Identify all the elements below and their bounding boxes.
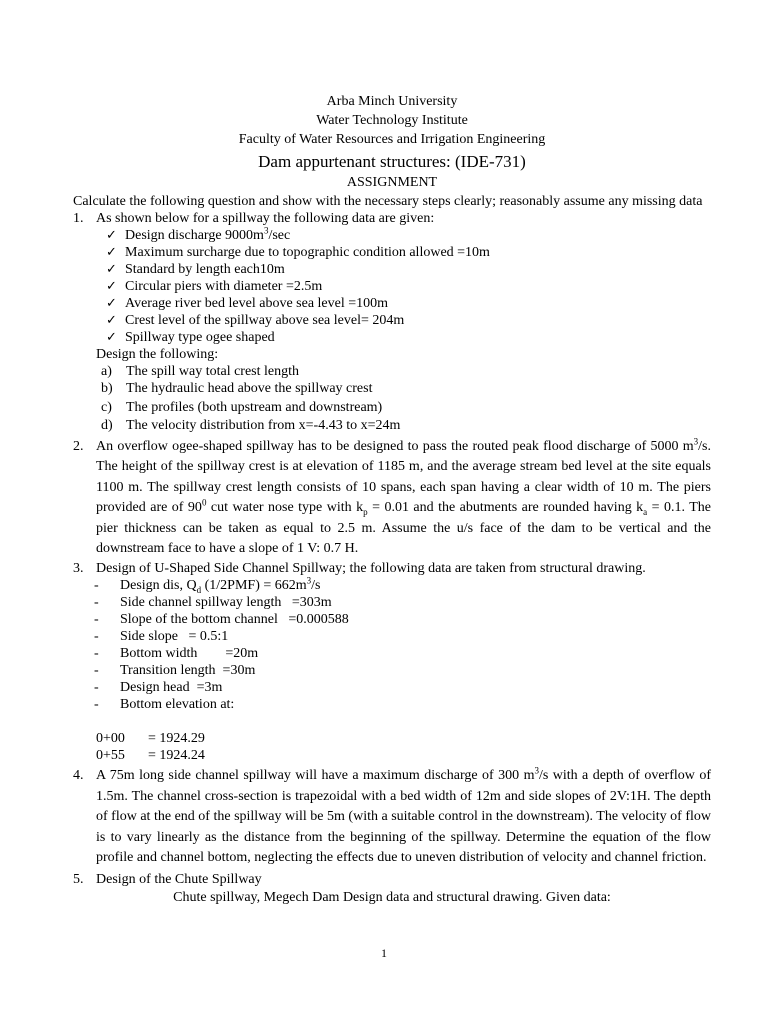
data-item: - Side channel spillway length =303m bbox=[94, 595, 332, 611]
instructions: Calculate the following question and show with the necessary steps clearly; reasonably assume any missing data bbox=[73, 194, 703, 209]
elevation-row: 0+55 = 1924.24 bbox=[96, 748, 205, 764]
check-mark-icon: ✓ bbox=[106, 330, 117, 345]
question-number: 3. bbox=[73, 561, 84, 577]
university-name: Arba Minch University bbox=[326, 94, 458, 109]
given-item: ✓ Maximum surcharge due to topographic condition allowed =10m bbox=[106, 245, 490, 260]
check-mark-icon: ✓ bbox=[106, 228, 117, 243]
dash-bullet: - bbox=[94, 663, 99, 679]
data-item: - Bottom elevation at: bbox=[94, 697, 235, 713]
task-item: d) The velocity distribution from x=-4.43 to x=24m bbox=[101, 418, 401, 433]
data-item: - Bottom width =20m bbox=[94, 646, 259, 662]
question-number: 2. bbox=[73, 438, 84, 454]
check-mark-icon: ✓ bbox=[106, 296, 117, 311]
question-1 bbox=[73, 210, 711, 227]
given-item: ✓ Circular piers with diameter =2.5m bbox=[106, 279, 323, 294]
elevation-row: 0+00 = 1924.29 bbox=[96, 731, 205, 747]
check-mark-icon: ✓ bbox=[106, 279, 117, 294]
question-5 bbox=[73, 871, 711, 889]
given-item: ✓ Average river bed level above sea level =100m bbox=[106, 296, 389, 311]
given-data-list bbox=[73, 227, 711, 346]
question-text: As shown below for a spillway the following data are given: bbox=[96, 211, 435, 226]
design-label: Design the following: bbox=[96, 347, 219, 362]
data-item: - Design head =3m bbox=[94, 680, 223, 696]
data-item: - Side slope = 0.5:1 bbox=[94, 629, 229, 645]
spacer bbox=[73, 713, 711, 730]
data-item: - Slope of the bottom channel =0.000588 bbox=[94, 612, 349, 628]
assignment-title: ASSIGNMENT bbox=[346, 175, 438, 190]
question-text: Design of the Chute Spillway bbox=[96, 872, 262, 888]
task-item: b) The hydraulic head above the spillway crest bbox=[101, 381, 373, 396]
question-number: 4. bbox=[73, 768, 84, 784]
question-number: 5. bbox=[73, 872, 84, 888]
dash-bullet: - bbox=[94, 595, 99, 611]
question-4: 4. A 75m long side channel spillway will have a maximum discharge of 300 $m^3/s$ with a depth of overflow of 1.5m. The channel cross-section is trapezoidal with a bed width of 12m and side slopes of 2V:1H. The depth of flow at the end of the spillway will be 5m (with a suitable control in the downstream). The velocity of flow is to vary linearly as the distance from the beginning of the spillway. Determine the equation of the flow profile and channel bottom, neglecting the effects due to uneven distribution of velocity and channel friction. bbox=[73, 765, 711, 866]
task-item: c) The profiles (both upstream and downstream) bbox=[101, 399, 383, 415]
question-number: 1. bbox=[73, 211, 84, 226]
institute-name: Water Technology Institute bbox=[316, 113, 468, 128]
given-item: ✓ Standard by length each10m bbox=[106, 262, 285, 277]
document-page bbox=[73, 92, 711, 907]
dash-bullet: - bbox=[94, 578, 99, 594]
given-item: ✓ Design discharge $9000m^3/\sec$ bbox=[106, 225, 291, 243]
data-item: - Transition length =30m bbox=[94, 663, 256, 679]
dash-bullet: - bbox=[94, 697, 99, 713]
task-item: a) The spill way total crest length bbox=[101, 364, 300, 379]
data-item: - Design dis, $Q_d$ $(1/2PMF) = 662m^3/s$ bbox=[94, 575, 321, 595]
question-2: 2. An overflow ogee-shaped spillway has to be designed to pass the routed peak flood discharge of 5000 $m^3/s$. The height of the spillway crest is at elevation of 1185 m, and the average stream bed level at the site equals 1100 m. The spillway crest length consists of 10 spans, each span having a clear width of 10 m. The piers provided are of $90^0$ cut water nose type with $k_p = 0.01$ and the abutments are rounded having $k_a = 0.1$. The pier thickness can be taken as equal to 2.5 m. Assume the u/s face of the dam to be vertical and the downstream face to have a slope of 1 V: 0.7 H. bbox=[73, 435, 711, 557]
question-3 bbox=[73, 560, 711, 577]
dash-bullet: - bbox=[94, 629, 99, 645]
faculty-name: Faculty of Water Resources and Irrigation Engineering bbox=[238, 132, 546, 147]
dash-bullet: - bbox=[94, 646, 99, 662]
dash-bullet: - bbox=[94, 680, 99, 696]
course-title: Dam appurtenant structures: (IDE-731) bbox=[258, 152, 526, 171]
page-number: 1 bbox=[381, 946, 387, 960]
check-mark-icon: ✓ bbox=[106, 245, 117, 260]
given-item: ✓ Spillway type ogee shaped bbox=[106, 330, 275, 345]
check-mark-icon: ✓ bbox=[106, 313, 117, 328]
given-item: ✓ Crest level of the spillway above sea level= 204m bbox=[106, 313, 405, 328]
check-mark-icon: ✓ bbox=[106, 262, 117, 277]
dash-bullet: - bbox=[94, 612, 99, 628]
question-text: Design of U-Shaped Side Channel Spillway; the following data are taken from structural drawing. bbox=[96, 561, 646, 577]
chute-subtitle: Chute spillway, Megech Dam Design data and structural drawing. Given data: bbox=[173, 890, 611, 906]
